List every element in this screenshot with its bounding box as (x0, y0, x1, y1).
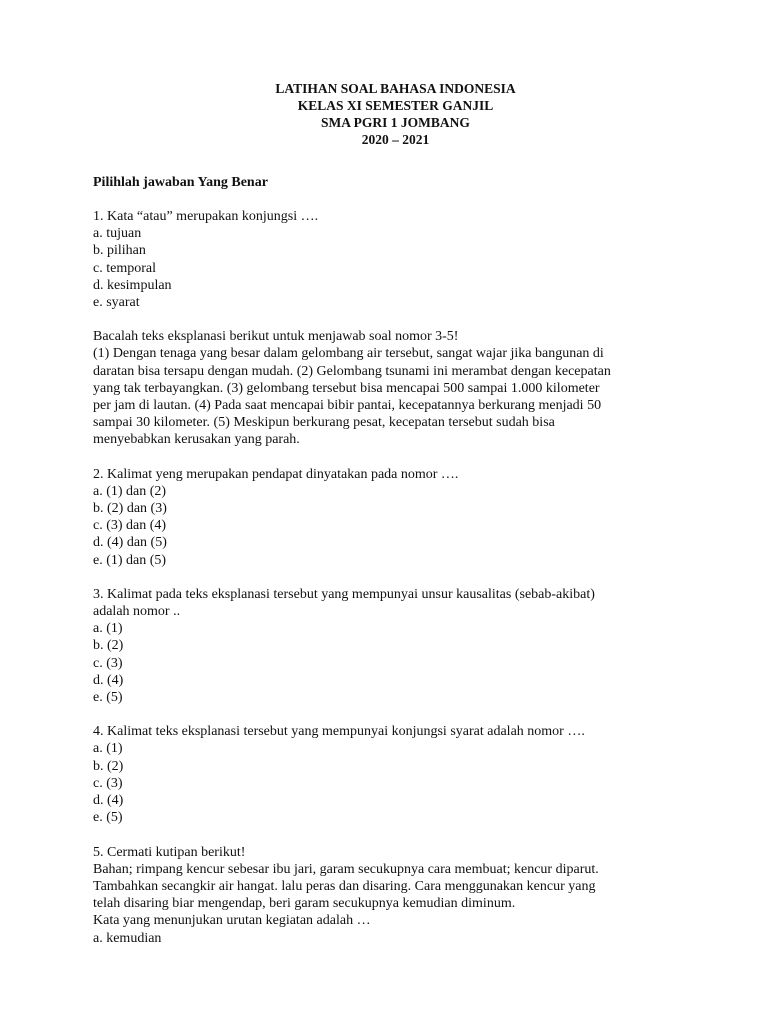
option-b: b. pilihan (93, 243, 146, 259)
question-text-continued: adalah nomor .. (93, 604, 181, 620)
passage-line: yang tak terbayangkan. (3) gelombang tersebut bisa mencapai 500 sampai 1.000 kilometer (93, 380, 600, 396)
question-1 (93, 208, 688, 311)
question-4 (93, 723, 688, 826)
option-a: a. kemudian (93, 930, 162, 946)
option-c: c. temporal (93, 260, 156, 276)
header-class: KELAS XI SEMESTER GANJIL (297, 98, 494, 113)
option-d: d. (4) (93, 672, 124, 688)
question-text: 4. Kalimat teks eksplanasi tersebut yang mempunyai konjungsi syarat adalah nomor …. (93, 724, 585, 740)
option-e: e. syarat (93, 295, 140, 311)
option-c: c. (3) (93, 775, 123, 791)
passage-line: per jam di lautan. (4) Pada saat mencapai bibir pantai, kecepatannya berkurang menjadi 50 (93, 398, 602, 414)
question-prompt: Kata yang menunjukan urutan kegiatan adalah … (93, 913, 371, 929)
document-header (93, 80, 688, 148)
option-e: e. (1) dan (5) (93, 552, 167, 568)
option-e: e. (5) (93, 810, 123, 826)
passage-line: sampai 30 kilometer. (5) Meskipun berkurang pesat, kecepatan tersebut sudah bisa (93, 415, 555, 431)
passage-line: menyebabkan kerusakan yang parah. (93, 432, 300, 448)
question-2 (93, 466, 688, 569)
header-school: SMA PGRI 1 JOMBANG (321, 115, 470, 130)
option-d: d. (4) (93, 793, 124, 809)
option-a: a. tujuan (93, 226, 142, 242)
option-b: b. (2) (93, 638, 124, 654)
option-c: c. (3) (93, 655, 123, 671)
option-b: b. (2) dan (3) (93, 501, 167, 517)
question-text: 2. Kalimat yeng merupakan pendapat dinyatakan pada nomor …. (93, 466, 459, 482)
instruction-text: Pilihlah jawaban Yang Benar (93, 175, 268, 190)
option-d: d. (4) dan (5) (93, 535, 167, 551)
question-text: 1. Kata “atau” merupakan konjungsi …. (93, 209, 319, 224)
question-text: 3. Kalimat pada teks eksplanasi tersebut yang mempunyai unsur kausalitas (sebab-akibat) (93, 586, 595, 602)
option-e: e. (5) (93, 690, 123, 706)
passage-line: (1) Dengan tenaga yang besar dalam gelombang air tersebut, sangat wajar jika bangunan di (93, 346, 604, 362)
question-5 (93, 844, 688, 947)
passage-intro: Bacalah teks eksplanasi berikut untuk menjawab soal nomor 3-5! (93, 329, 459, 345)
passage-line: daratan bisa tersapu dengan mudah. (2) Gelombang tsunami ini merambat dengan kecepatan (93, 363, 611, 379)
question-3 (93, 586, 688, 706)
option-a: a. (1) (93, 741, 123, 757)
option-b: b. (2) (93, 758, 124, 774)
quote-line: Tambahkan secangkir air hangat. lalu peras dan disaring. Cara menggunakan kencur yang (93, 878, 596, 894)
option-c: c. (3) dan (4) (93, 518, 167, 534)
quote-line: telah disaring biar mengendap, beri garam secukupnya kemudian diminum. (93, 896, 516, 912)
option-a: a. (1) dan (2) (93, 483, 167, 499)
header-year: 2020 – 2021 (361, 132, 430, 147)
option-d: d. kesimpulan (93, 277, 172, 293)
header-title: LATIHAN SOAL BAHASA INDONESIA (275, 81, 516, 96)
quote-line: Bahan; rimpang kencur sebesar ibu jari, garam secukupnya cara membuat; kencur diparut. (93, 861, 599, 877)
option-a: a. (1) (93, 621, 123, 637)
question-text: 5. Cermati kutipan berikut! (93, 844, 246, 860)
reading-passage (93, 328, 688, 448)
